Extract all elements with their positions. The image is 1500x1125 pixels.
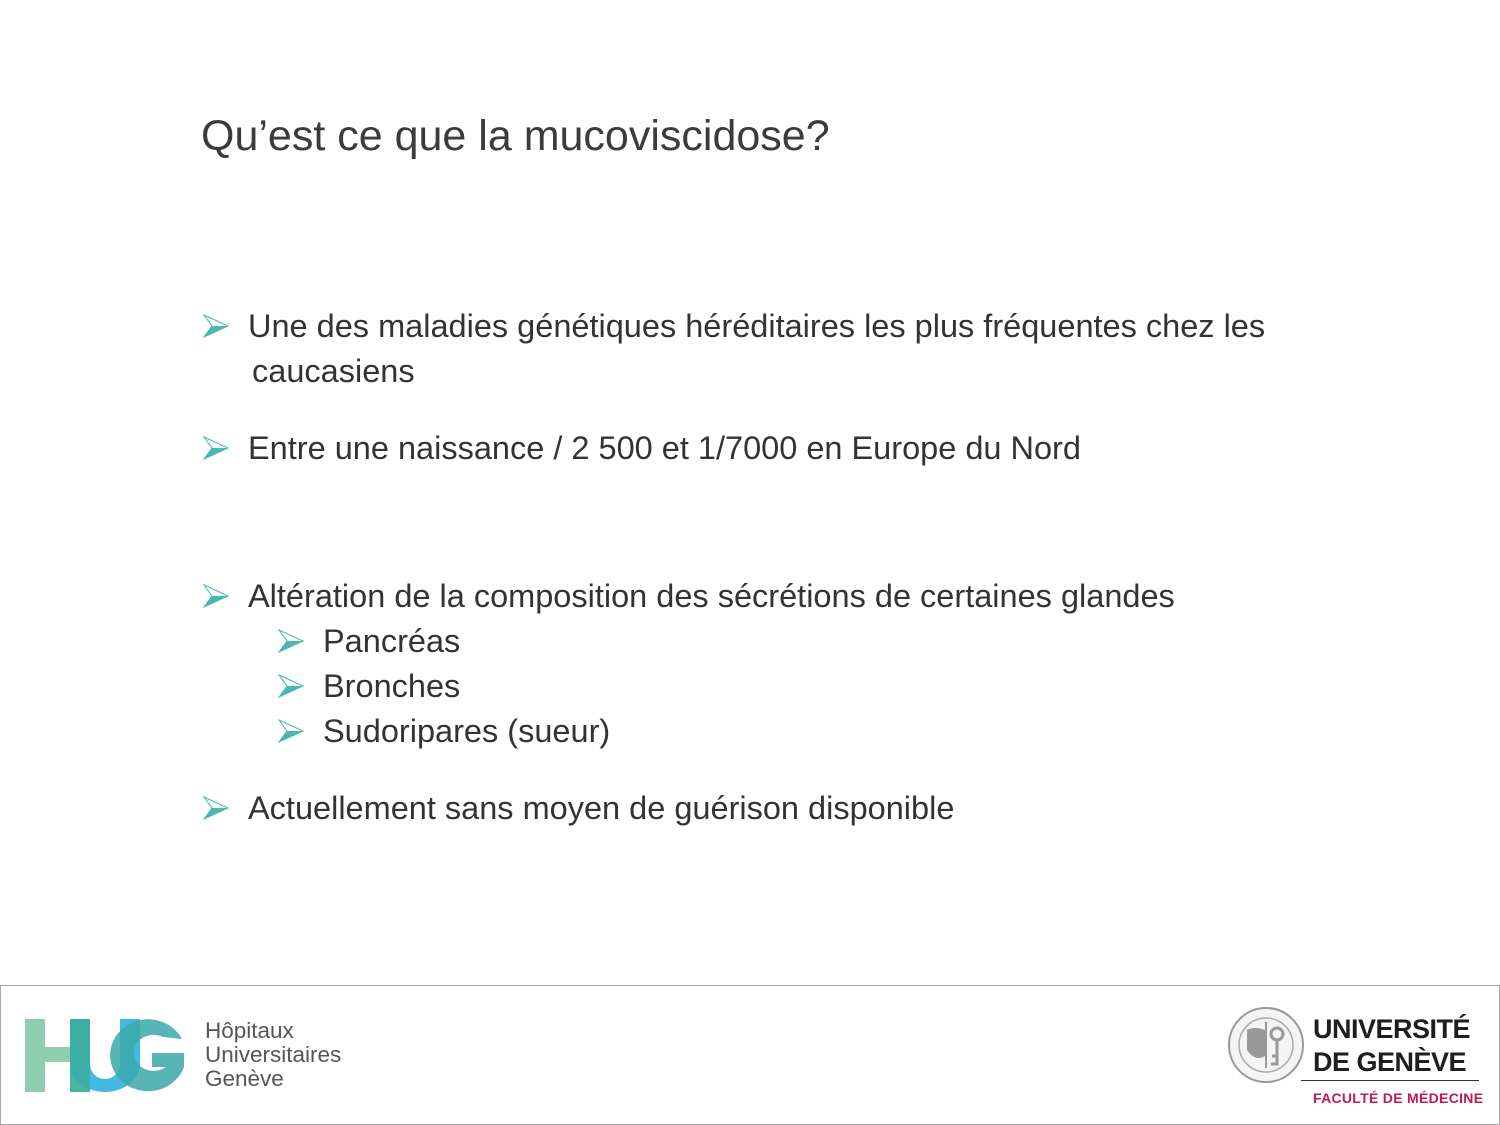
bullet-text-continuation: caucasiens	[252, 353, 415, 389]
bullet-text: Entre une naissance / 2 500 et 1/7000 en Europe du Nord	[248, 430, 1081, 466]
bullet-arrow-icon	[203, 436, 229, 460]
sub-bullet-arrow-icon	[278, 719, 304, 743]
bullet-arrow-icon	[203, 796, 229, 820]
bullet-text: Altération de la composition des sécrétions de certaines glandes	[248, 578, 1175, 614]
unige-name-line: UNIVERSITÉ	[1313, 1014, 1471, 1044]
sub-bullet-text: Sudoripares (sueur)	[323, 713, 611, 749]
hug-name-line: Genève	[205, 1066, 284, 1091]
sub-bullet-arrow-icon	[278, 629, 304, 653]
hug-name-line: Hôpitaux	[205, 1018, 294, 1043]
bullet-arrow-icon	[203, 314, 229, 338]
hug-logo	[25, 1019, 185, 1092]
hug-name	[205, 1019, 341, 1091]
unige-seal-icon	[1227, 1004, 1305, 1084]
unige-name	[1313, 1013, 1470, 1079]
hug-name-line: Universitaires	[205, 1042, 342, 1067]
bullet-text: Une des maladies génétiques héréditaires les plus fréquentes chez les	[248, 308, 1266, 344]
sub-bullet-arrow-icon	[278, 674, 304, 698]
sub-bullet-text: Bronches	[323, 668, 461, 704]
unige-divider	[1301, 1080, 1479, 1081]
sub-bullet-text: Pancréas	[323, 623, 461, 659]
slide-title: Qu’est ce que la mucoviscidose?	[201, 112, 830, 160]
unige-name-line: DE GENÈVE	[1313, 1047, 1467, 1077]
unige-faculty: FACULTÉ DE MÉDECINE	[1313, 1090, 1484, 1106]
bullet-arrow-icon	[203, 584, 229, 608]
bullet-text: Actuellement sans moyen de guérison disponible	[248, 790, 955, 826]
